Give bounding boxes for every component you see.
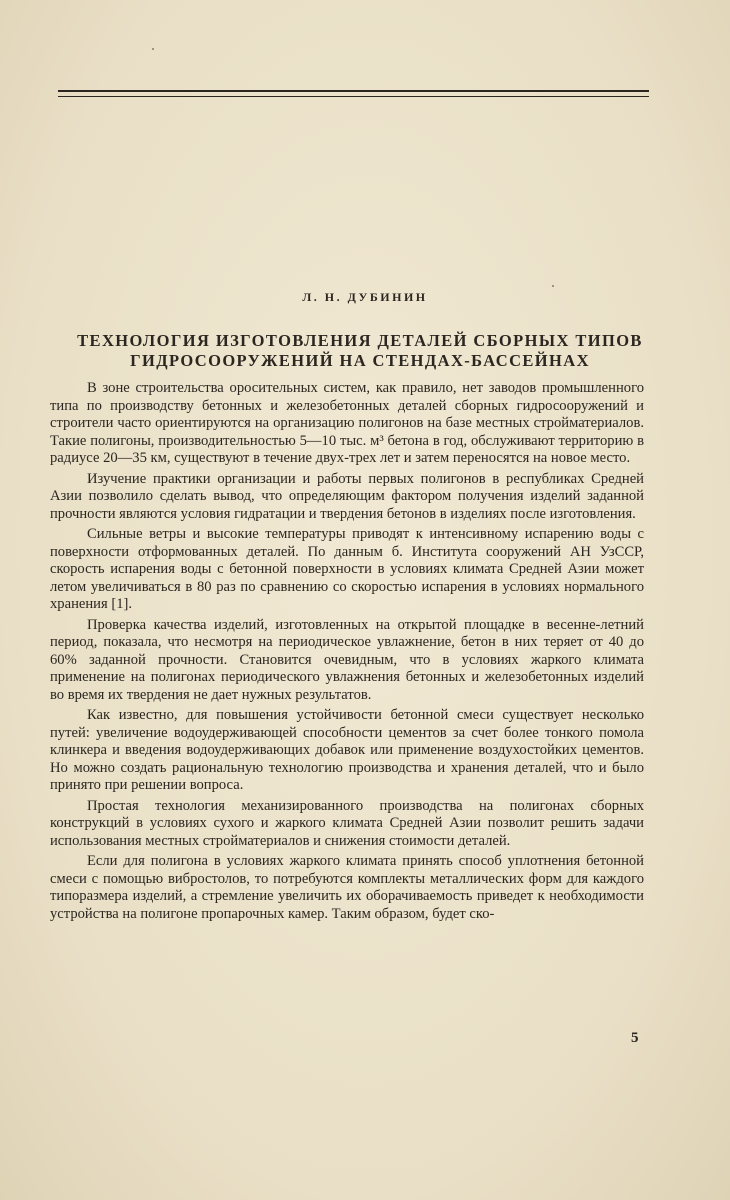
paragraph: Изучение практики организации и работы первых полигонов в республиках Средней Азии позволило сделать вывод, что определяющим фактором получения изделий заданной прочности являются условия гидратации и твердения бетонов в изделиях после изготовления. [50,470,644,522]
paragraph: Как известно, для повышения устойчивости бетонной смеси существует несколько путей: увеличение водоудерживающей способности цементов за счет более тонкого помола клинкера и введения водоудерживающих добавок или применение воздухостойких цементов. Но можно создать рациональную технологию производства и хранения деталей, что и было принято при решении вопроса. [50,707,644,793]
header-rule-thick [58,90,649,92]
article-title [60,331,660,371]
paragraph: Если для полигона в условиях жаркого климата принять способ уплотнения бетонной смеси с помощью вибростолов, то потребуются комплекты металлических форм для каждого типоразмера изделий, а стремление увеличить их оборачиваемость приведет к необходимости устройства на полигоне пропарочных камер. Таким образом, будет ско- [50,853,644,922]
paper-speck [152,48,154,50]
page-number: 5 [631,1030,639,1046]
paper-speck [552,285,554,287]
title-line: ГИДРОСООРУЖЕНИЙ НА СТЕНДАХ-БАССЕЙНАХ [130,351,590,370]
paragraph: Простая технология механизированного производства на полигонах сборных конструкций в условиях сухого и жаркого климата Средней Азии позволит решить задачи использования местных стройматериалов и снижения стоимости деталей. [50,797,644,849]
paragraph: Проверка качества изделий, изготовленных на открытой площадке в весенне-летний период, показала, что несмотря на периодическое увлажнение, бетон в них теряет от 40 до 60% заданной прочности. Становится очевидным, что в условиях жаркого климата применение на полигонах периодического увлажнения бетонных и железобетонных изделий во время их твердения не дает нужных результатов. [50,616,644,703]
paragraph: Сильные ветры и высокие температуры приводят к интенсивному испарению воды с поверхности отформованных деталей. По данным б. Института сооружений АН УзССР, скорость испарения воды с бетонной поверхности в условиях климата Средней Азии может летом увеличиваться в 80 раз по сравнению со скоростью испарения в условиях нормального хранения [1]. [50,526,644,612]
article-author: Л. Н. ДУБИНИН [302,290,428,304]
title-line: ТЕХНОЛОГИЯ ИЗГОТОВЛЕНИЯ ДЕТАЛЕЙ СБОРНЫХ ТИПОВ [77,331,643,350]
article-body [50,380,644,926]
header-rule-thin [58,96,649,97]
paragraph: В зоне строительства оросительных систем, как правило, нет заводов промышленного типа по производству бетонных и железобетонных деталей сборных гидросооружений и строители часто ориентируются на организацию полигонов на базе местных стройматериалов. Такие полигоны, производительностью 5—10 тыс. м³ бетона в год, обслуживают территорию в радиусе 20—35 км, существуют в течение двух-трех лет и затем переносятся на новое место. [50,380,644,466]
